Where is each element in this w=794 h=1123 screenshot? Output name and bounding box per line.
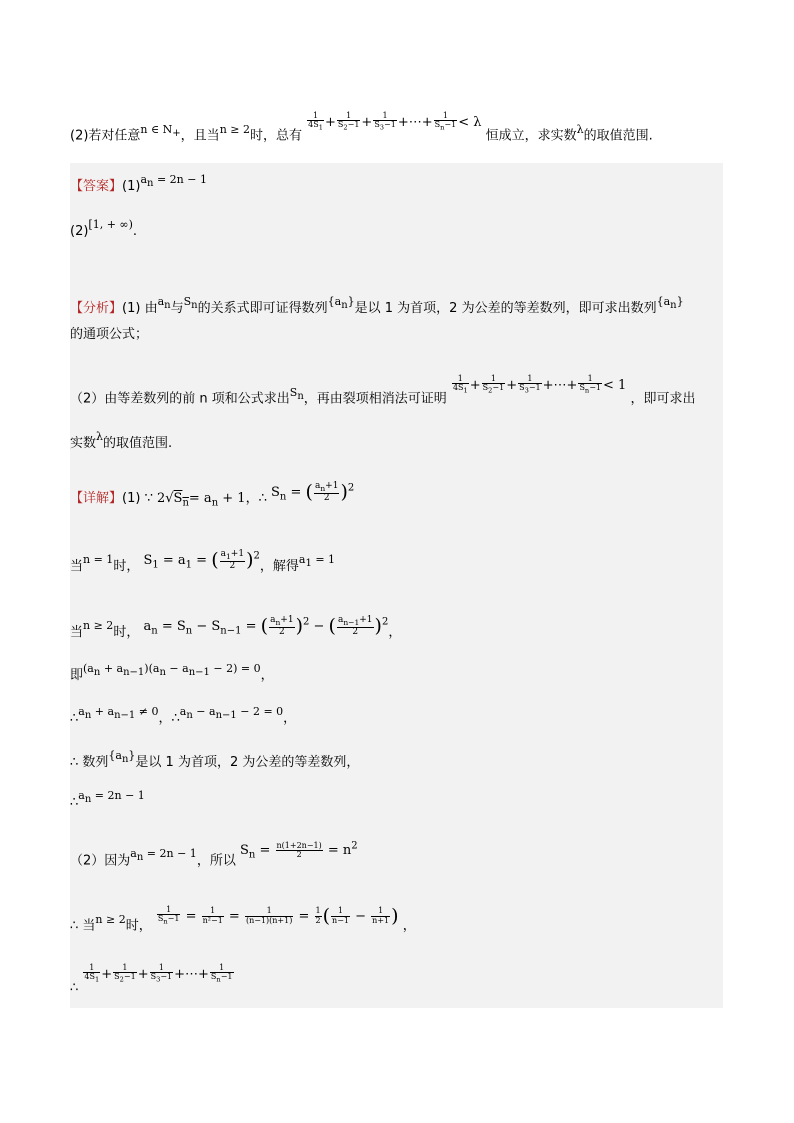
- analysis-text: (1) 由: [122, 301, 158, 316]
- sum-inequality-lambda: $\frac{1}{4S_1}$ + $\frac{1}{S_2-1}$ + $\frac{1}{S_3-1}$ +⋯+ $\frac{1}{S_n-1}$ < λ: [308, 111, 482, 132]
- detail-label: 【详解】: [70, 491, 123, 507]
- detail-eq-12: $\frac{1}{S_n-1}$ = $\frac{1}{\text{n²−1}}$ = $\frac{1}{(n-1)(n+1)}$ = $\frac{1}{2}$ ( $\frac{1}{n-1}$ − $\frac{1}{n+1}$ ): [157, 904, 399, 927]
- analysis-text: 的通项公式；: [70, 327, 149, 342]
- detail-eq-4: a1 = 1: [298, 553, 336, 570]
- answer-part1-formula: an = 2n − 1: [140, 173, 207, 190]
- detail-text: ，解得: [259, 559, 299, 575]
- analysis-sn-2: Sn: [289, 385, 304, 402]
- detail-text: ，∴: [245, 491, 267, 507]
- n-ge-2: n ≥ 2: [95, 912, 126, 926]
- analysis-text: 的取值范围.: [103, 436, 173, 451]
- detail-text: ∴ 当: [70, 918, 96, 934]
- detail-line-9: [70, 904, 723, 936]
- detail-text: 时，: [113, 559, 140, 575]
- detail-text: ∴: [70, 980, 79, 996]
- answer-part2-formula: [1, + ∞): [88, 218, 133, 231]
- detail-text: 是以 1 为首项，2 为公差的等差数列，: [135, 755, 360, 770]
- analysis-text: ，即可求出: [630, 391, 696, 407]
- analysis-line-2: [70, 328, 723, 341]
- detail-eq-2: $S_n$ = ( $\frac{a_n+1}{2}$ )$^2$: [271, 481, 355, 504]
- analysis-text: 是以 1 为首项，2 为公差的等差数列，即可求出数列: [354, 301, 657, 316]
- detail-text: ∴ 数列: [70, 755, 109, 770]
- answer-line-2: [70, 218, 723, 239]
- detail-text: 即: [70, 668, 84, 683]
- detail-eq-5: $a_n = S_n - S_{n-1}$ = ( $\frac{a_n+1}{2}$ )$^2$ − ( $\frac{a_{n-1}+1}{2}$ )$^2$: [143, 615, 389, 638]
- analysis-text: 的关系式即可证得数列: [197, 301, 328, 316]
- answer-part1-prefix: (1): [122, 179, 141, 194]
- condition-n-ge-2: n ≥ 2: [219, 122, 250, 136]
- analysis-seq-2: {an}: [656, 295, 684, 312]
- answer-line-1: [70, 173, 723, 196]
- detail-text: 当: [70, 559, 84, 575]
- question-lead-text: (2)若对任意: [70, 128, 141, 144]
- answer-part2-prefix: (2): [70, 224, 89, 239]
- analysis-line-4: [70, 430, 723, 451]
- detail-eq-7: an + an−1 ≠ 0: [78, 705, 159, 722]
- detail-line-2: [70, 549, 723, 577]
- lambda-symbol: λ: [96, 430, 103, 443]
- detail-text: ，: [402, 918, 416, 934]
- detail-line-10: [70, 963, 723, 998]
- analysis-line-3: [70, 374, 723, 409]
- detail-line-5: [70, 705, 723, 728]
- detail-text: ，所以: [196, 853, 236, 869]
- analysis-label: 【分析】: [70, 301, 123, 316]
- analysis-text: ，再由裂项相消法可证明: [303, 391, 447, 407]
- n-equals-1: n = 1: [83, 553, 114, 567]
- analysis-seq: {an}: [327, 295, 355, 312]
- solution-shaded-box: [70, 163, 723, 1008]
- analysis-sn: Sn: [183, 295, 198, 312]
- question-mid2-text: 时，总有: [249, 128, 302, 144]
- lambda-symbol: λ: [576, 122, 584, 136]
- detail-text: 当: [70, 625, 84, 641]
- detail-text: ，∴: [158, 711, 180, 726]
- analysis-text: （2）由等差数列的前 n 项和公式求出: [70, 391, 290, 407]
- detail-eq-6: (an + an−1)(an − an−1 − 2) = 0: [83, 662, 261, 679]
- detail-text: （2）因为: [70, 853, 131, 869]
- detail-line-1: [70, 481, 723, 509]
- condition-n-in-N: n ∈ N+: [140, 122, 181, 139]
- detail-text: (1) ∵: [122, 491, 153, 507]
- detail-line-8: [70, 841, 723, 871]
- detail-eq-11: $S_n$ = $\frac{n(1+2n-1)}{2}$ = $n^2$: [239, 841, 358, 861]
- sum-inequality-1: $\frac{1}{4S_1}$ + $\frac{1}{S_2-1}$ + $\frac{1}{S_3-1}$ +⋯+ $\frac{1}{S_n-1}$ < 1: [452, 374, 627, 395]
- question-mid-text: ，且当: [180, 128, 220, 144]
- detail-line-3: [70, 615, 723, 643]
- detail-eq-10: an = 2n − 1: [130, 847, 197, 864]
- detail-text: ∴: [70, 711, 79, 726]
- detail-text: ，: [260, 668, 274, 683]
- answer-dot: .: [132, 224, 138, 239]
- analysis-an: an: [157, 295, 171, 312]
- question-2-line: [70, 111, 723, 146]
- detail-text: ，: [388, 625, 402, 641]
- question-tail2-text: 的取值范围.: [583, 128, 653, 144]
- detail-text: 时，: [125, 918, 152, 934]
- analysis-text: 与: [170, 301, 184, 316]
- answer-label: 【答案】: [70, 179, 123, 194]
- detail-line-7: [70, 789, 723, 812]
- detail-text: ，: [283, 711, 297, 726]
- n-ge-2: n ≥ 2: [83, 619, 114, 633]
- detail-eq-8: an − an−1 − 2 = 0: [179, 705, 284, 722]
- detail-eq-9: an = 2n − 1: [78, 789, 145, 806]
- detail-eq-3: $S_1 = a_1$ = ( $\frac{a_1+1}{2}$ )$^2$: [143, 549, 260, 572]
- analysis-text: 实数: [70, 436, 97, 451]
- question-tail-text: 恒成立，求实数: [485, 128, 577, 144]
- analysis-line-1: [70, 295, 723, 318]
- detail-text: 时，: [113, 625, 140, 641]
- detail-line-4: [70, 662, 723, 685]
- detail-text: ∴: [70, 795, 79, 810]
- detail-eq-1: $2√S_n= a_n + 1$: [156, 491, 246, 509]
- sum-expression-final: $\frac{1}{4S_1}$ + $\frac{1}{S_2-1}$ + $\frac{1}{S_3-1}$ +⋯+ $\frac{1}{S_n-1}$: [84, 963, 233, 984]
- detail-line-6: [70, 749, 723, 772]
- detail-seq: {an}: [108, 749, 136, 766]
